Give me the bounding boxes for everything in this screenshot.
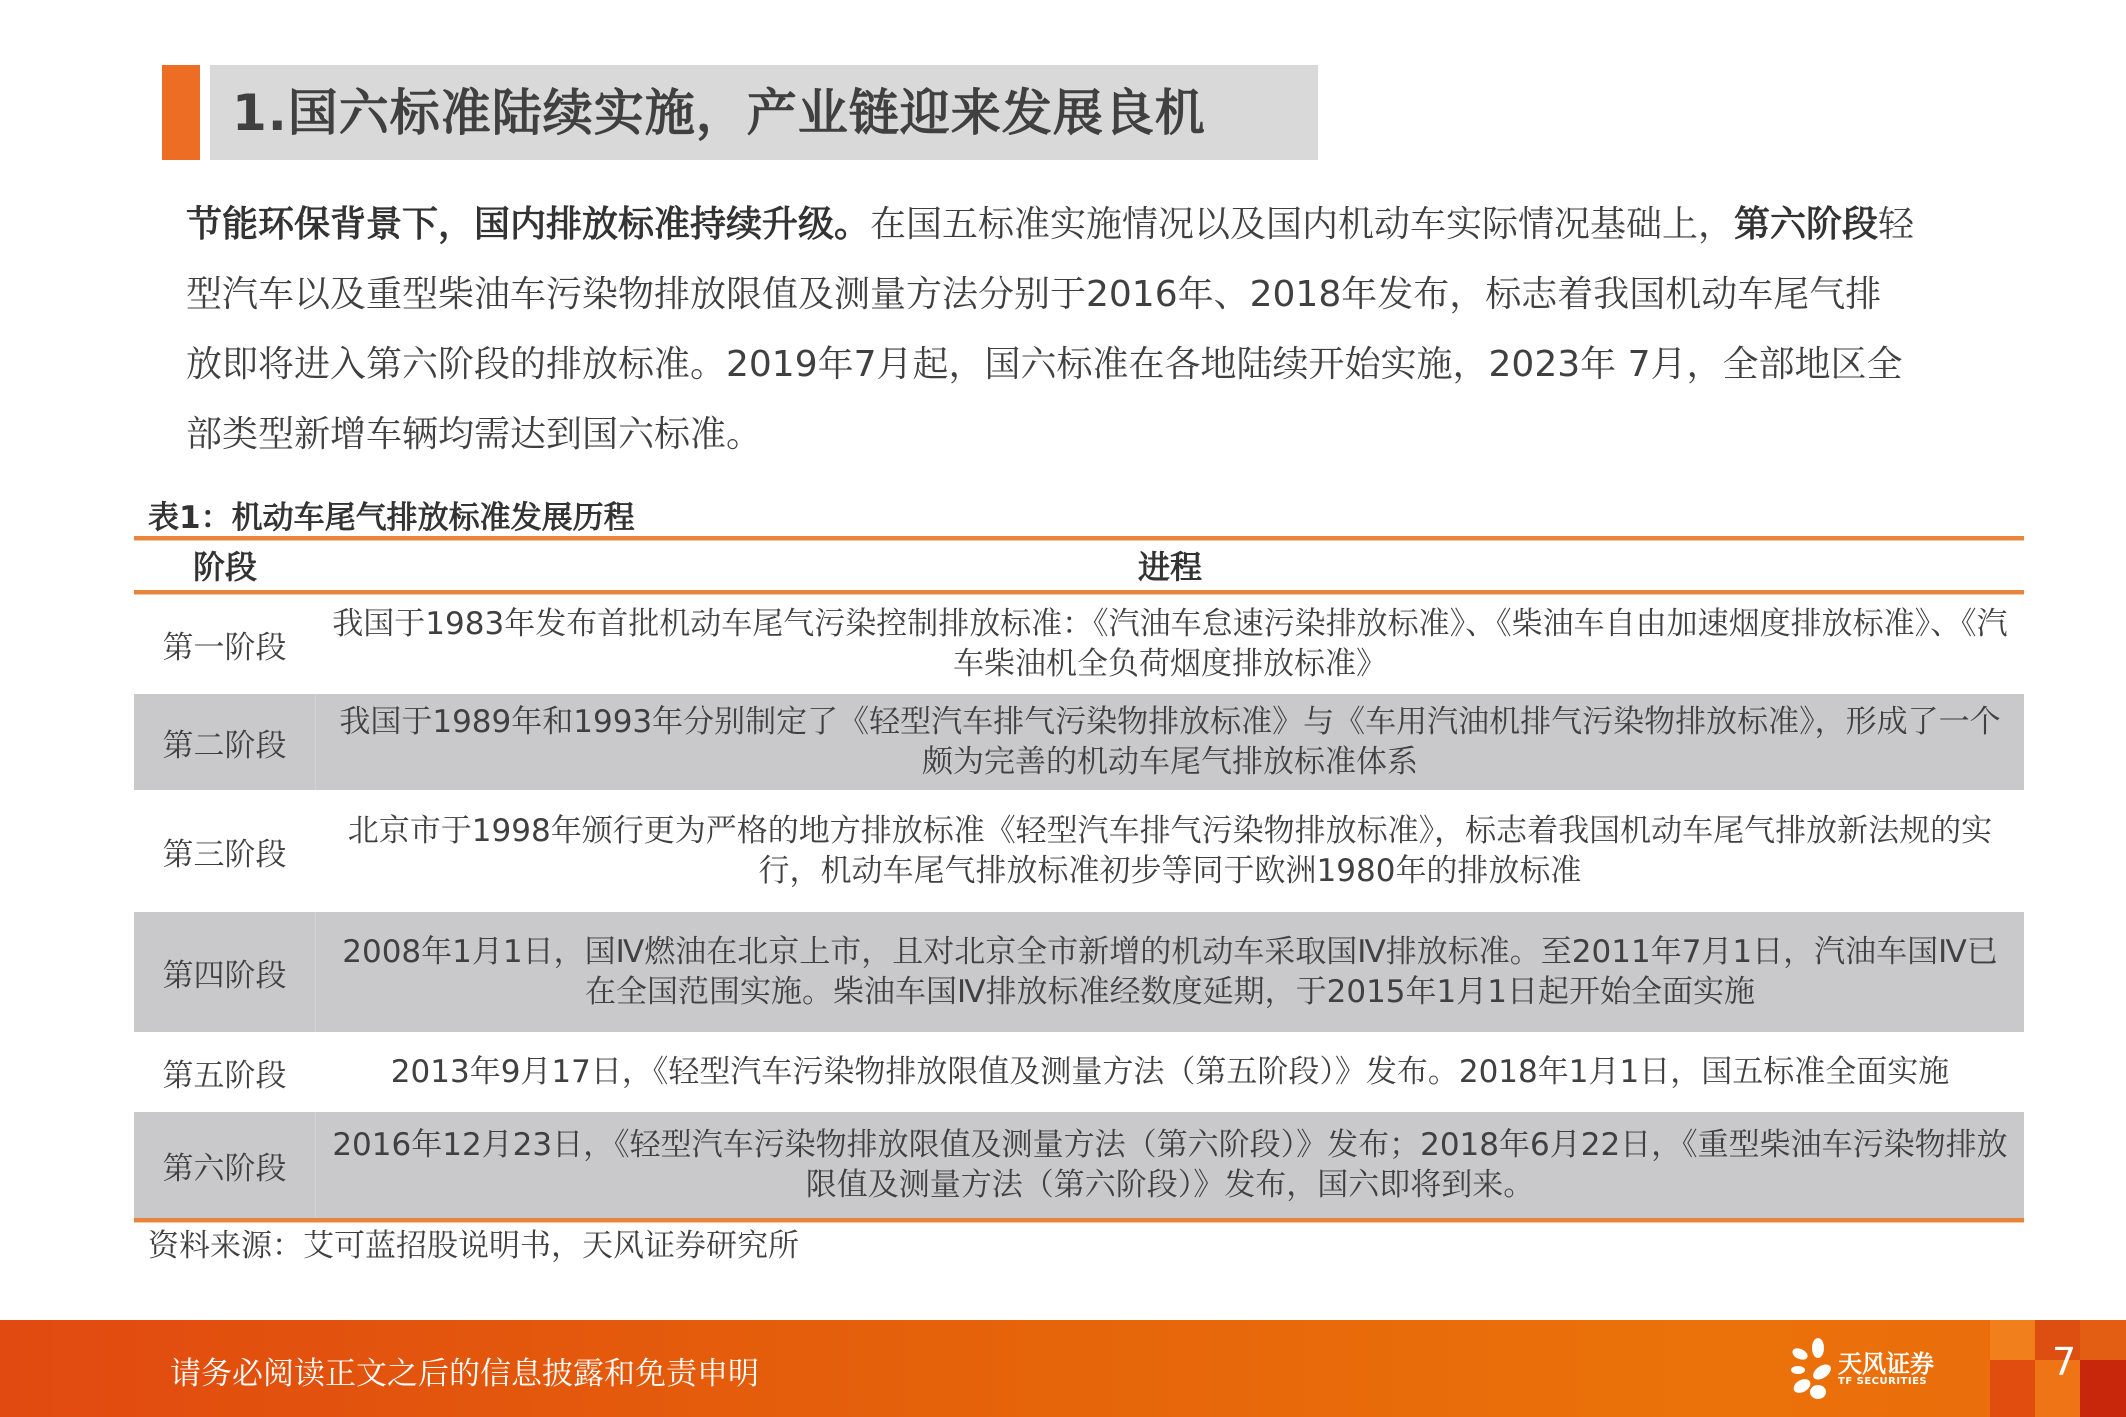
intro-paragraph	[186, 190, 1916, 470]
footer-banner	[0, 1320, 2126, 1417]
header-stage: 阶段	[192, 548, 257, 586]
intro-bold-mid: 第六阶段	[1734, 204, 1879, 245]
row-progress: 我国于1989年和1993年分别制定了《轻型汽车排气污染物排放标准》与《车用汽油机排气污染物排放标准》，形成了一个颇为完善的机动车尾气排放标准体系	[339, 704, 2001, 780]
row-progress: 我国于1983年发布首批机动车尾气污染控制排放标准：《汽油车怠速污染排放标准》、《柴油车自由加速烟度排放标准》、《汽车柴油机全负荷烟度排放标准》	[332, 606, 2008, 682]
section-header	[162, 65, 1318, 160]
row-progress: 北京市于1998年颁行更为严格的地方排放标准《轻型汽车排气污染物排放标准》，标志着我国机动车尾气排放新法规的实行，机动车尾气排放标准初步等同于欧洲1980年的排放标准	[347, 813, 1993, 889]
table-row	[134, 694, 2024, 790]
table-row	[134, 1032, 2024, 1112]
row-stage: 第四阶段	[134, 912, 316, 1032]
row-stage: 第三阶段	[162, 836, 287, 873]
logo-subtitle: TF SECURITIES	[1838, 1376, 1928, 1387]
tf-securities-logo	[1790, 1338, 1950, 1402]
row-progress: 2013年9月17日，《轻型汽车污染物排放限值及测量方法（第五阶段）》发布。2018年1月1日，国五标准全面实施	[390, 1054, 1950, 1090]
emission-standards-table	[134, 536, 2024, 1222]
flower-logo-icon	[1790, 1338, 1834, 1402]
section-title: 1.国六标准陆续实施，产业链迎来发展良机	[232, 84, 1206, 142]
table-row	[134, 912, 2024, 1032]
page-number: 7	[2052, 1340, 2077, 1384]
row-stage: 第二阶段	[134, 694, 316, 790]
header-progress: 进程	[1137, 548, 1202, 586]
table-row	[134, 594, 2024, 694]
row-stage: 第六阶段	[134, 1112, 316, 1218]
logo-name: 天风证券	[1838, 1350, 1934, 1378]
intro-text-1: 在国五标准实施情况以及国内机动车实际情况基础上，	[870, 204, 1735, 245]
row-stage: 第一阶段	[162, 629, 287, 666]
section-accent-bar	[162, 65, 200, 160]
table-row	[134, 1112, 2024, 1218]
row-stage: 第五阶段	[162, 1057, 287, 1094]
intro-text-2: 轻型汽车以及重型柴油车污染物排放限值及测量方法分别于2016年、2018年发布，标志着我国机动车尾气排放即将进入第六阶段的排放标准。2019年7月起，国六标准在各地陆续开始实施，2023年 7月，全部地区全部类型新增车辆均需达到国六标准。	[186, 204, 1915, 455]
table-row	[134, 790, 2024, 912]
intro-bold-lead: 节能环保背景下，国内排放标准持续升级。	[186, 204, 871, 245]
row-progress: 2008年1月1日，国Ⅳ燃油在北京上市，且对北京全市新增的机动车采取国Ⅳ排放标准。至2011年7月1日，汽油车国Ⅳ已在全国范围实施。柴油车国Ⅳ排放标准经数度延期，于2015年1月1日起开始全面实施	[342, 934, 1998, 1010]
table-source: 资料来源：艾可蓝招股说明书，天风证券研究所	[148, 1228, 799, 1264]
footer-disclaimer: 请务必阅读正文之后的信息披露和免责申明	[170, 1356, 759, 1392]
row-progress: 2016年12月23日，《轻型汽车污染物排放限值及测量方法（第六阶段）》发布；2018年6月22日，《重型柴油车污染物排放限值及测量方法（第六阶段）》发布，国六即将到来。	[332, 1127, 2008, 1203]
table-header-row	[134, 540, 2024, 590]
table-caption: 表1：机动车尾气排放标准发展历程	[148, 500, 635, 536]
